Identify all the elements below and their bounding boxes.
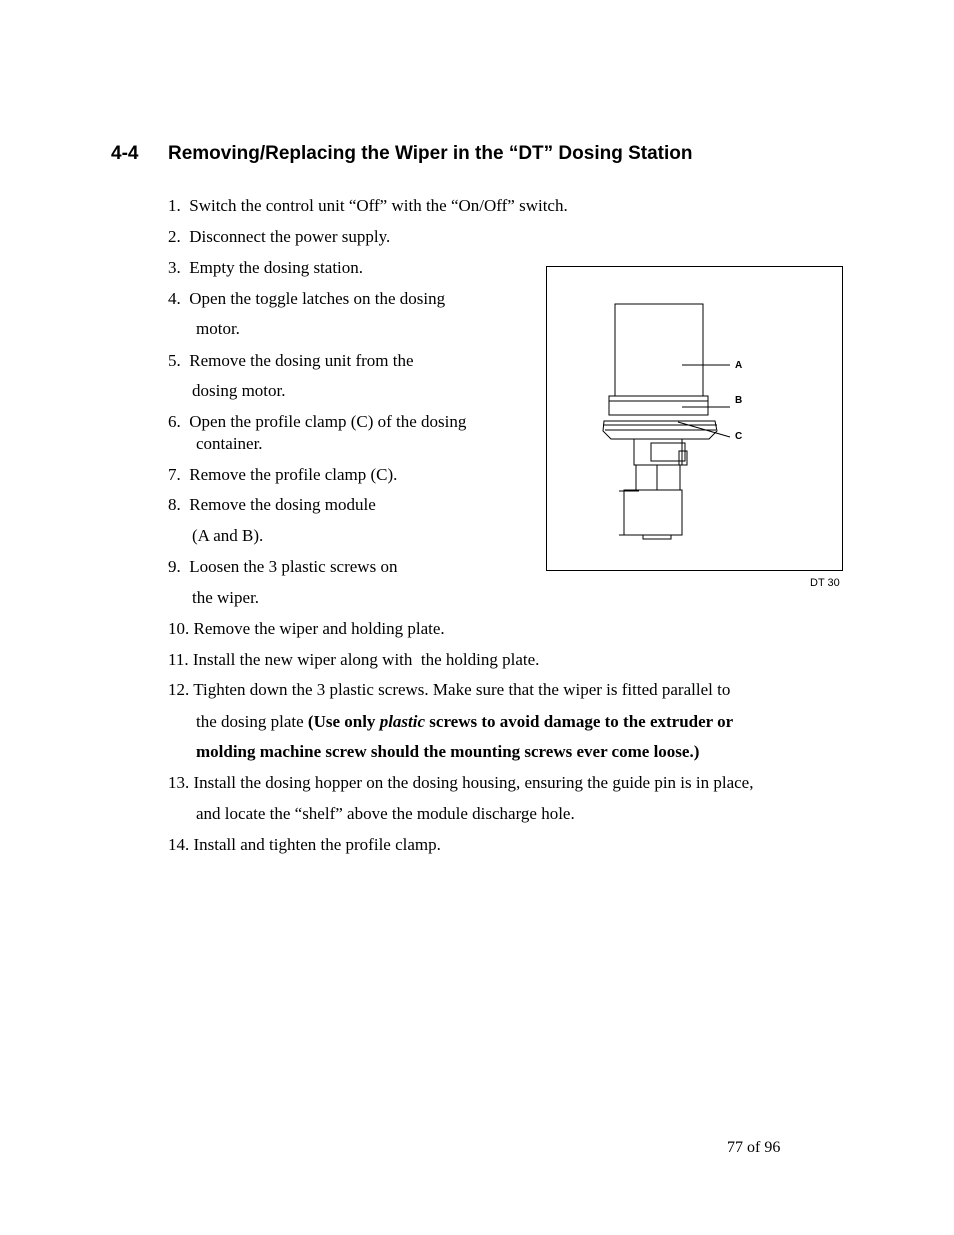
- step-10: [168, 618, 445, 640]
- step-6-continuation: container.: [196, 434, 263, 453]
- step-12-continuation: [196, 711, 733, 733]
- step-text-plain: the dosing plate: [196, 712, 308, 731]
- step-text: Empty the dosing station.: [189, 258, 364, 277]
- step-number: 11.: [168, 650, 189, 669]
- step-9-continuation: the wiper.: [192, 588, 260, 607]
- dosing-module-figure: [546, 266, 843, 571]
- step-text: Install and tighten the profile clamp.: [193, 835, 441, 854]
- step-number: 7.: [168, 465, 181, 484]
- step-8: [168, 494, 376, 516]
- step-number: 13.: [168, 773, 190, 792]
- step-number: 9.: [168, 557, 181, 576]
- page-number: 77 of 96: [727, 1139, 781, 1156]
- step-number: 14.: [168, 835, 190, 854]
- step-4-continuation: motor.: [196, 319, 240, 338]
- section-number: 4-4: [111, 143, 139, 164]
- module-body-a: [615, 304, 703, 396]
- dosing-plate-b: [609, 396, 708, 415]
- step-text: Remove the dosing module: [189, 495, 376, 514]
- step-text: Open the profile clamp (C) of the dosing: [189, 412, 467, 431]
- step-14: [168, 834, 441, 856]
- step-text: Remove the profile clamp (C).: [189, 465, 398, 484]
- step-text: Remove the dosing unit from the: [189, 351, 414, 370]
- figure-label-b: B: [735, 395, 743, 406]
- step-5: [168, 350, 414, 372]
- step-text: Loosen the 3 plastic screws on: [189, 557, 398, 576]
- step-text: Install the dosing hopper on the dosing housing, ensuring the guide pin is in place,: [193, 773, 754, 792]
- step-7: [168, 464, 397, 486]
- step-number: 6.: [168, 412, 181, 431]
- step-text: Remove the wiper and holding plate.: [193, 619, 445, 638]
- step-text: Tighten down the 3 plastic screws. Make sure that the wiper is fitted parallel to: [193, 680, 731, 699]
- step-warning-text: (Use only: [307, 712, 380, 731]
- step-text: Install the new wiper along with the holding plate.: [192, 650, 540, 669]
- step-8-continuation: (A and B).: [192, 526, 264, 545]
- step-number: 12.: [168, 680, 190, 699]
- dosing-module-drawing: [547, 267, 844, 572]
- figure-label-c: C: [735, 431, 743, 442]
- step-3: [168, 257, 363, 279]
- step-5-continuation: dosing motor.: [192, 381, 286, 400]
- step-warning-text: screws to avoid damage to the extruder or: [425, 712, 734, 731]
- step-number: 10.: [168, 619, 190, 638]
- step-12-warning-end: molding machine screw should the mounting screws ever come loose.): [196, 742, 700, 761]
- step-13-continuation: and locate the “shelf” above the module discharge hole.: [196, 804, 575, 823]
- step-number: 3.: [168, 258, 181, 277]
- step-13: [168, 772, 753, 794]
- figure-label-a: A: [735, 360, 743, 371]
- step-1: [168, 195, 568, 217]
- step-text: Disconnect the power supply.: [189, 227, 391, 246]
- step-number: 8.: [168, 495, 181, 514]
- step-6: [168, 411, 466, 433]
- step-number: 4.: [168, 289, 181, 308]
- step-number: 1.: [168, 196, 181, 215]
- step-11: [168, 649, 539, 671]
- step-number: 5.: [168, 351, 181, 370]
- figure-code: DT 30: [810, 577, 840, 589]
- step-12: [168, 679, 730, 701]
- step-warning-emphasis: plastic: [379, 712, 426, 731]
- section-title: Removing/Replacing the Wiper in the “DT” Dosing Station: [168, 143, 693, 164]
- step-4: [168, 288, 445, 310]
- section-heading: [111, 141, 692, 167]
- step-2: [168, 226, 390, 248]
- step-9: [168, 556, 397, 578]
- step-text: Open the toggle latches on the dosing: [189, 289, 446, 308]
- step-number: 2.: [168, 227, 181, 246]
- step-text: Switch the control unit “Off” with the “On/Off” switch.: [189, 196, 568, 215]
